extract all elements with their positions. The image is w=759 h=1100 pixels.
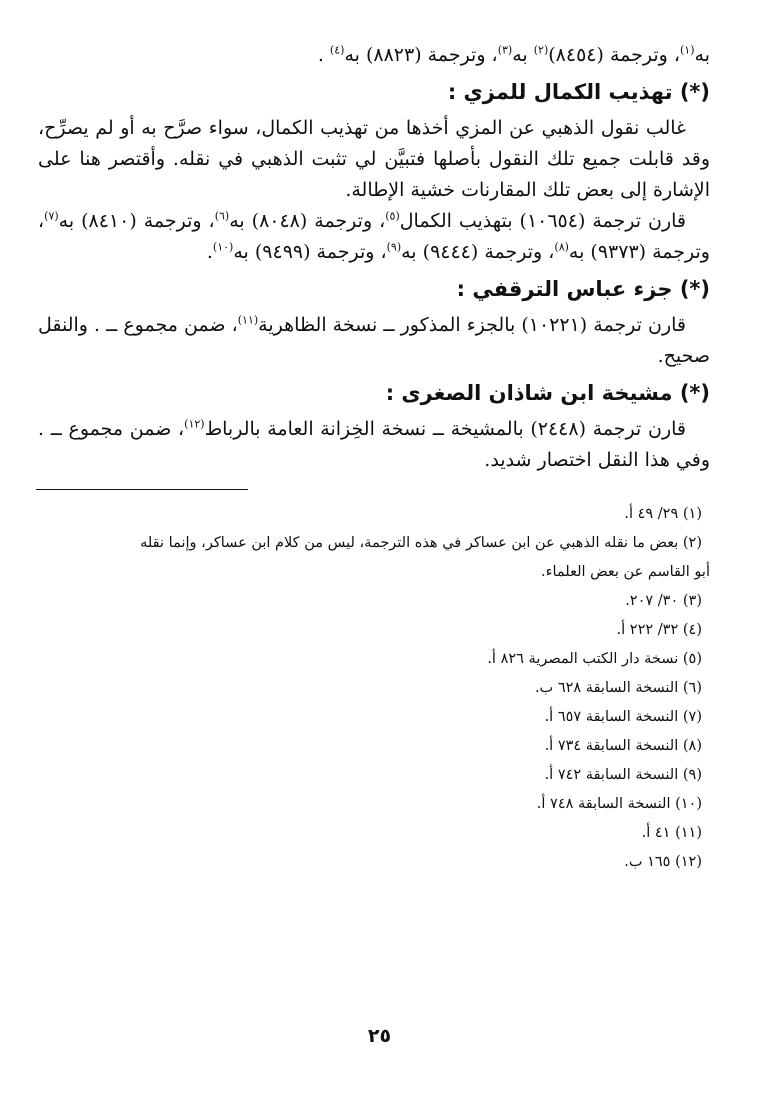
heading-marker: (*) bbox=[679, 381, 710, 405]
footnote-ref: (١٠) bbox=[212, 240, 234, 254]
footnote-ref: (١١) bbox=[237, 313, 259, 327]
paragraph bbox=[38, 414, 710, 476]
footnote: (٤) ٣٢/ ٢٢٢ أ. bbox=[616, 622, 702, 638]
text-run: ، وترجمة (٩٤٩٩) به bbox=[233, 241, 387, 263]
text-run: به bbox=[512, 44, 534, 66]
footnote: (١١) ٤١ أ. bbox=[641, 825, 702, 841]
footnote-ref: (٩) bbox=[386, 240, 402, 254]
footnote: (٣) ٣٠/ ٢٠٧. bbox=[625, 593, 702, 609]
footnote-ref: (٥) bbox=[385, 209, 400, 223]
footnote-continuation: أبو القاسم عن بعض العلماء. bbox=[541, 564, 710, 580]
paragraph bbox=[38, 310, 710, 372]
text-run: . bbox=[206, 241, 213, 263]
footnote-ref: (٨) bbox=[554, 240, 569, 254]
section-heading bbox=[38, 272, 710, 306]
text-run: قارن ترجمة (١٠٦٥٤) بتهذيب الكمال bbox=[399, 210, 686, 232]
text-run: ، ضمن مجموع ــ . وفي هذا النقل اختصار شديد. bbox=[38, 418, 710, 471]
footnote: (٦) النسخة السابقة ٦٢٨ ب. bbox=[534, 680, 702, 696]
paragraph-continuation bbox=[38, 40, 710, 71]
footnote: (١) ٢٩/ ٤٩ أ. bbox=[624, 506, 702, 522]
text-run: . bbox=[317, 44, 330, 66]
footnote-ref: (١) bbox=[680, 43, 695, 57]
heading-marker: (*) bbox=[679, 277, 710, 301]
paragraph: غالب نقول الذهبي عن المزي أخذها من تهذيب الكمال، سواء صرَّح به أو لم يصرِّح، وقد قابلت جميع تلك النقول بأصلها فتبيَّن لي تثبت الذهبي في نقله. وأقتصر هنا على الإشارة إلى بعض تلك المقارنات خشية الإطالة. bbox=[38, 117, 710, 201]
footnote-ref: (١٢) bbox=[184, 417, 205, 431]
footnote-divider bbox=[36, 489, 248, 490]
footnotes bbox=[38, 500, 710, 877]
footnote: (١٢) ١٦٥ ب. bbox=[624, 854, 702, 870]
text-run: قارن ترجمة (١٠٢٢١) بالجزء المذكور ــ نسخة الظاهرية bbox=[258, 314, 687, 336]
heading-title: جزء عباس الترقفي : bbox=[456, 277, 673, 301]
text-run: ، ضمن مجموع ــ . والنقل صحيح. bbox=[38, 314, 710, 367]
footnote-ref: (٢) bbox=[533, 43, 549, 57]
text-run: ، وترجمة (٨٠٤٨) به bbox=[229, 210, 386, 232]
page-body bbox=[38, 40, 710, 877]
footnote: (١٠) النسخة السابقة ٧٤٨ أ. bbox=[536, 796, 702, 812]
footnote: (٩) النسخة السابقة ٧٤٢ أ. bbox=[544, 767, 702, 783]
heading-marker: (*) bbox=[679, 80, 710, 104]
footnote: (٥) نسخة دار الكتب المصرية ٨٢٦ أ. bbox=[487, 651, 702, 667]
section-heading bbox=[38, 376, 710, 410]
section-heading bbox=[38, 75, 710, 109]
text-run: ، وترجمة (٨٤٥٤) bbox=[548, 44, 680, 66]
footnote: (٧) النسخة السابقة ٦٥٧ أ. bbox=[544, 709, 702, 725]
footnote: (٢) بعض ما نقله الذهبي عن ابن عساكر في هذه الترجمة، ليس من كلام ابن عساكر، وإنما نقله bbox=[140, 535, 702, 551]
text-run: به bbox=[694, 44, 710, 66]
footnote-ref: (٧) bbox=[44, 209, 59, 223]
footnote-ref: (٣) bbox=[497, 43, 513, 57]
text-run: ، وترجمة (٩٣٧٣) به bbox=[38, 210, 710, 263]
footnote: (٨) النسخة السابقة ٧٣٤ أ. bbox=[544, 738, 702, 754]
text-run: ، وترجمة (٨٨٢٣) به bbox=[344, 44, 498, 66]
heading-title: تهذيب الكمال للمزي : bbox=[447, 80, 673, 104]
footnote-ref: (٦) bbox=[214, 209, 230, 223]
footnote-ref: (٤) bbox=[329, 43, 345, 57]
heading-title: مشيخة ابن شاذان الصغرى : bbox=[385, 381, 673, 405]
page-number: ٢٥ bbox=[367, 1025, 392, 1047]
paragraph bbox=[38, 206, 710, 268]
text-run: ، وترجمة (٨٤١٠) به bbox=[58, 210, 215, 232]
text-run: قارن ترجمة (٢٤٤٨) بالمشيخة ــ نسخة الخِزانة العامة بالرباط bbox=[204, 418, 686, 440]
text-run: ، وترجمة (٩٤٤٤) به bbox=[401, 241, 555, 263]
